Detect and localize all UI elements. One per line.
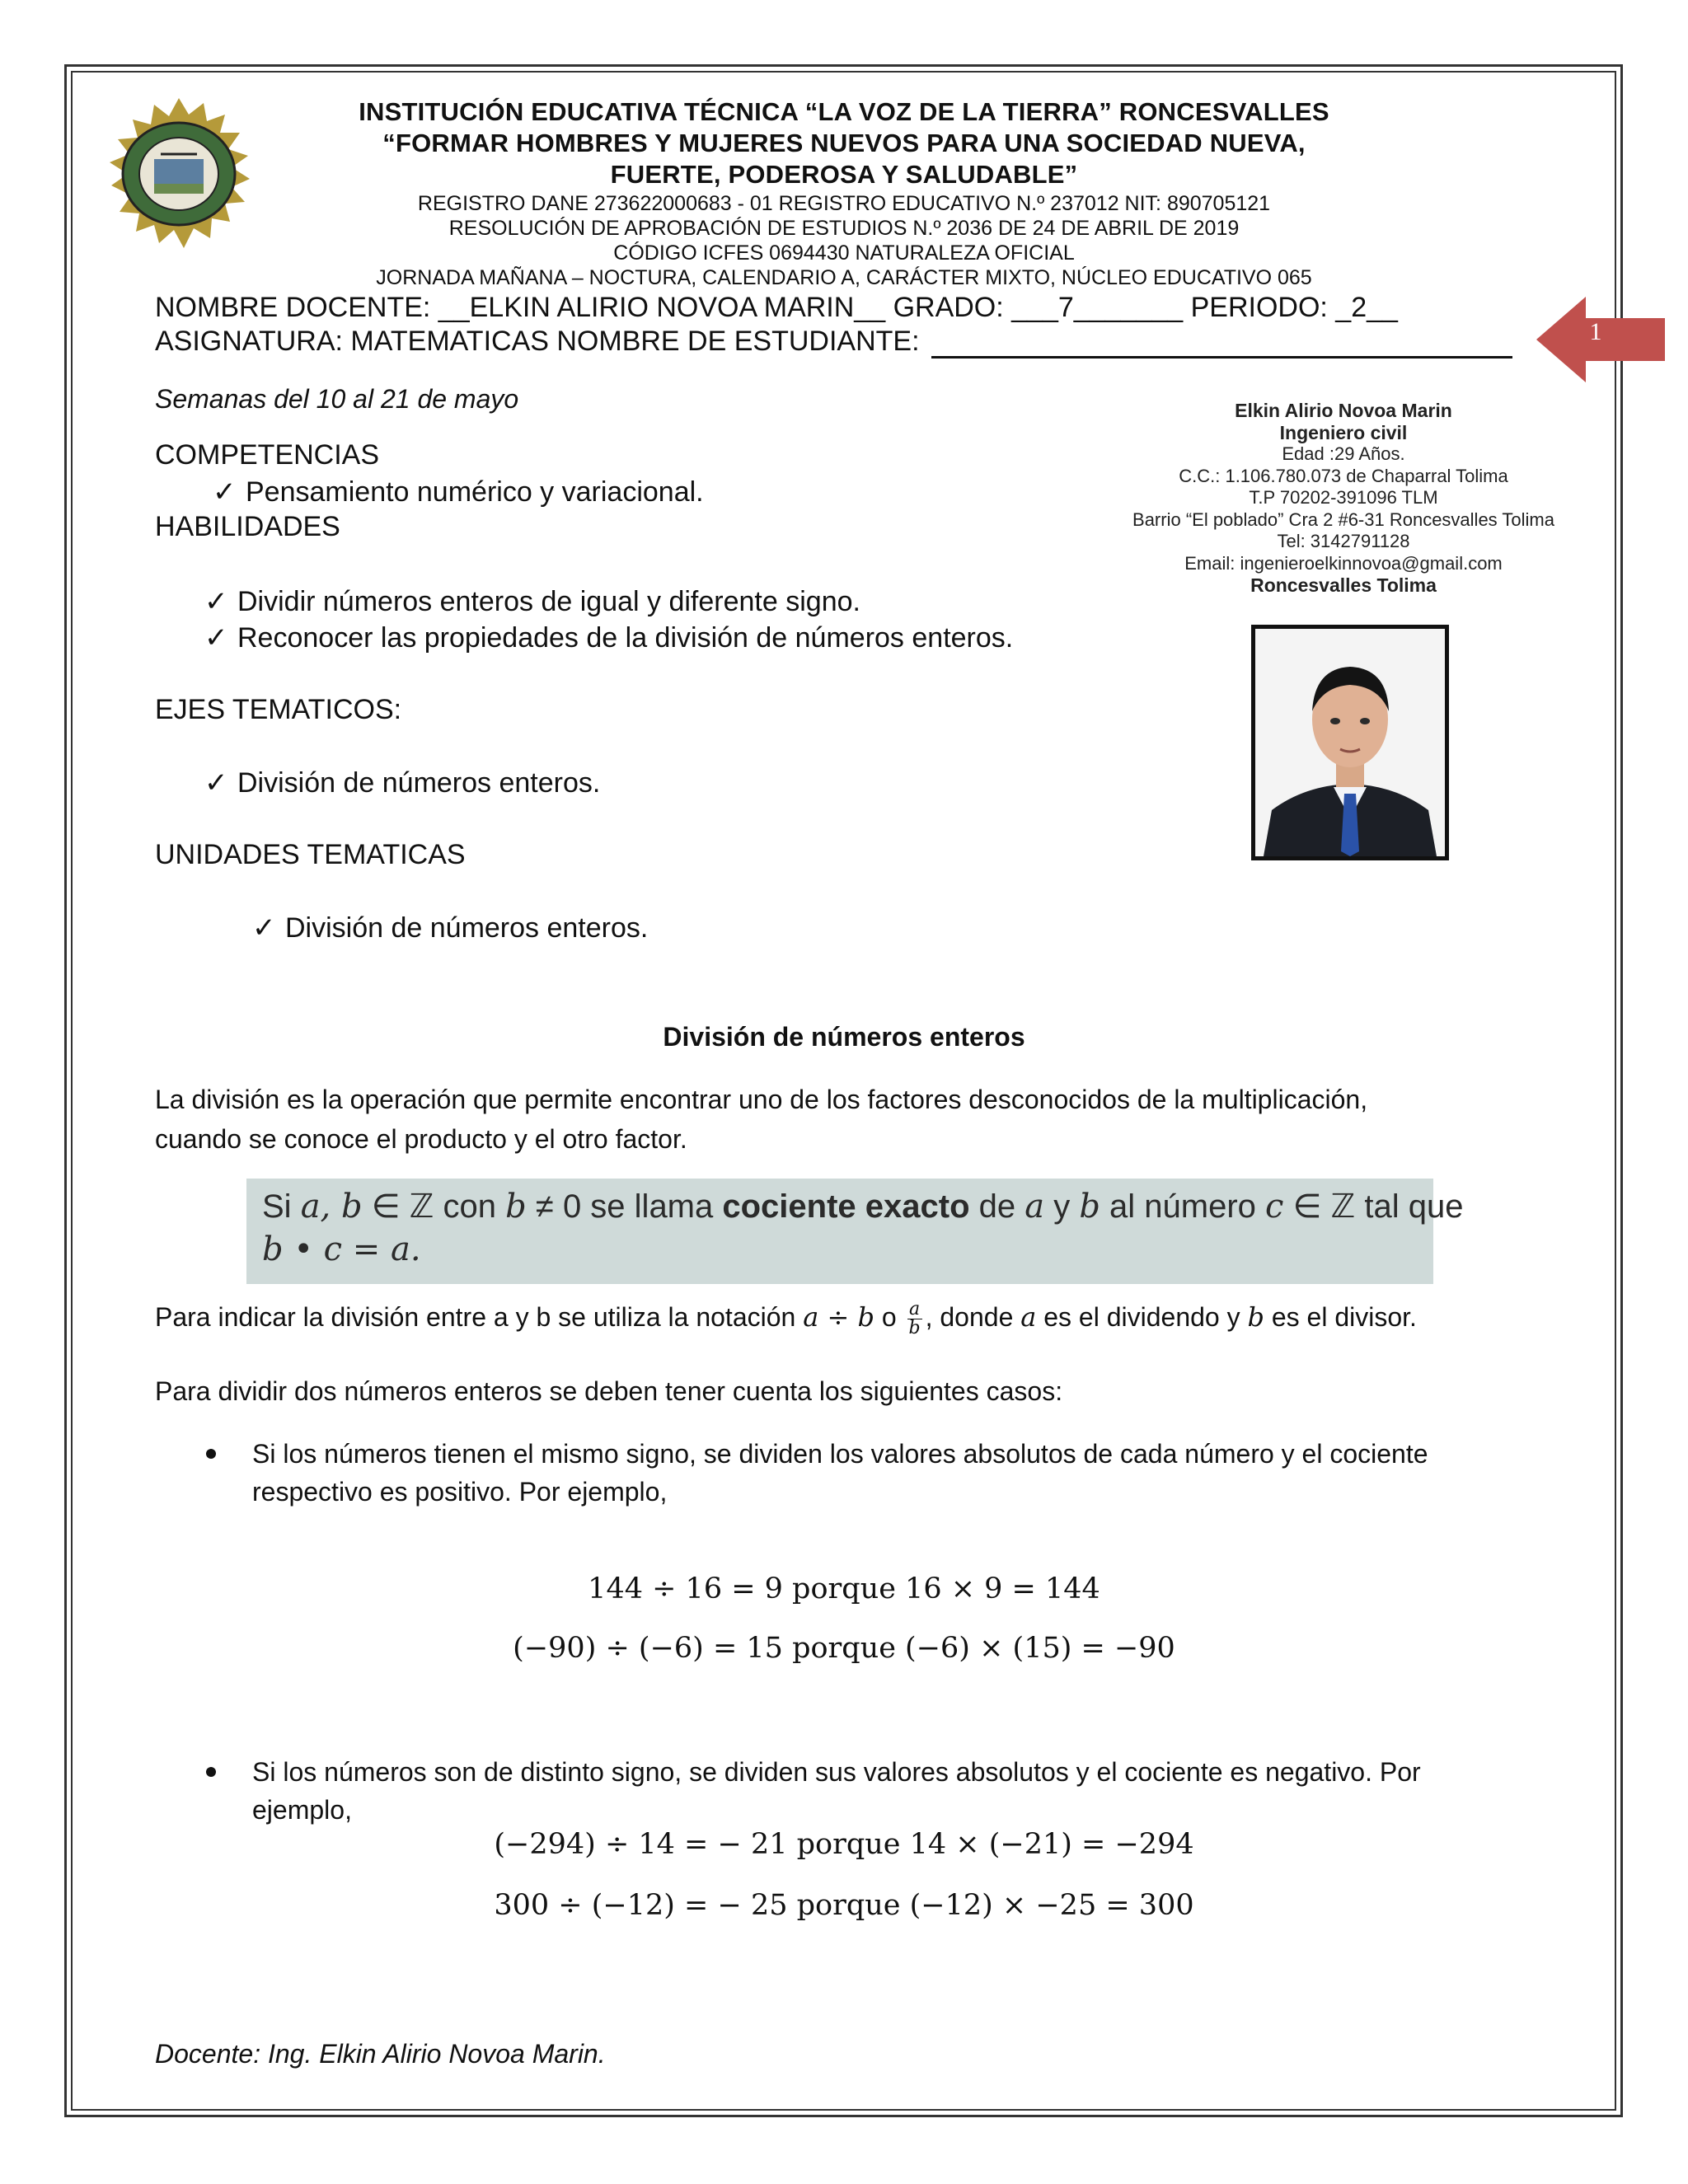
fraction-a-over-b: $\frac{a}{b}$ bbox=[908, 1299, 921, 1338]
checkmark-icon: ✓ bbox=[252, 912, 276, 944]
bullet-icon bbox=[206, 1767, 216, 1777]
schedule-line: JORNADA MAÑANA – NOCTURA, CALENDARIO A, CARÁCTER MIXTO, NÚCLEO EDUCATIVO 065 bbox=[376, 266, 1312, 289]
subject-student-label: ASIGNATURA: MATEMATICAS NOMBRE DE ESTUDIANTE: bbox=[155, 326, 920, 357]
icfes-line: CÓDIGO ICFES 0694430 NATURALEZA OFICIAL bbox=[613, 241, 1075, 265]
checkmark-icon: ✓ bbox=[204, 622, 228, 654]
section-title: División de números enteros bbox=[663, 1022, 1025, 1052]
teacher-grade-period-line: NOMBRE DOCENTE: __ELKIN ALIRIO NOVOA MARIN__ GRADO: ___7_______ PERIODO: _2__ bbox=[155, 292, 1398, 323]
cases-intro: Para dividir dos números enteros se deben tener cuenta los siguientes casos: bbox=[155, 1376, 1063, 1406]
checkmark-icon: ✓ bbox=[204, 586, 228, 617]
definition-line-2: b • c = a. bbox=[262, 1230, 421, 1268]
case1-line-2: respectivo es positivo. Por ejemplo, bbox=[252, 1477, 668, 1507]
bullet-icon bbox=[206, 1449, 216, 1459]
competencia-item: ✓ Pensamiento numérico y variacional. bbox=[213, 476, 704, 508]
case1-line-1: Si los números tienen el mismo signo, se dividen los valores absolutos de cada número y el cociente bbox=[252, 1439, 1428, 1469]
weeks-text: Semanas del 10 al 21 de mayo bbox=[155, 384, 519, 414]
unidades-title: UNIDADES TEMATICAS bbox=[155, 839, 466, 870]
profile-cc: C.C.: 1.106.780.073 de Chaparral Tolima bbox=[1179, 465, 1508, 486]
page-number: 1 bbox=[1589, 318, 1602, 345]
unidad-item: ✓ División de números enteros. bbox=[252, 912, 649, 944]
teacher-profile bbox=[1096, 400, 1591, 597]
profile-address: Barrio “El poblado” Cra 2 #6-31 Roncesvalles Tolima bbox=[1132, 509, 1554, 530]
teacher-photo bbox=[1251, 625, 1449, 860]
intro-line-1: La división es la operación que permite encontrar uno de los factores desconocidos de la multiplicación, bbox=[155, 1085, 1368, 1114]
student-name-blank[interactable] bbox=[931, 356, 1512, 359]
equation-3: (−294) ÷ 14 = − 21 porque 14 × (−21) = −294 bbox=[494, 1828, 1194, 1861]
profile-age: Edad :29 Años. bbox=[1282, 443, 1405, 464]
registry-line: REGISTRO DANE 273622000683 - 01 REGISTRO EDUCATIVO N.º 237012 NIT: 890705121 bbox=[417, 192, 1271, 215]
profile-place: Roncesvalles Tolima bbox=[1250, 574, 1437, 596]
equation-2: (−90) ÷ (−6) = 15 porque (−6) × (15) = −90 bbox=[513, 1632, 1175, 1665]
habilidad-item-2: ✓ Reconocer las propiedades de la división de números enteros. bbox=[204, 622, 1014, 654]
checkmark-icon: ✓ bbox=[213, 476, 237, 508]
checkmark-icon: ✓ bbox=[204, 767, 228, 799]
school-name: INSTITUCIÓN EDUCATIVA TÉCNICA “LA VOZ DE LA TIERRA” RONCESVALLES bbox=[359, 97, 1329, 126]
eje-item: ✓ División de números enteros. bbox=[204, 767, 601, 799]
profile-tp: T.P 70202-391096 TLM bbox=[1249, 487, 1438, 508]
resolution-line: RESOLUCIÓN DE APROBACIÓN DE ESTUDIOS N.º 2036 DE 24 DE ABRIL DE 2019 bbox=[448, 217, 1240, 240]
subject-student-line bbox=[155, 326, 920, 358]
habilidades-title: HABILIDADES bbox=[155, 511, 340, 542]
case2-line-1: Si los números son de distinto signo, se dividen sus valores absolutos y el cociente es negativo. Por bbox=[252, 1757, 1421, 1787]
ejes-title: EJES TEMATICOS: bbox=[155, 694, 402, 725]
definition-text bbox=[262, 1185, 1464, 1271]
case2-line-2: ejemplo, bbox=[252, 1795, 352, 1825]
competencias-title: COMPETENCIAS bbox=[155, 439, 380, 471]
notation-line: Para indicar la división entre a y b se utiliza la notación a ÷ b o $\frac{a}{b}$ , donde a es el dividendo y b es el divisor. bbox=[155, 1299, 1417, 1338]
definition-line-1: Si a, b ∈ ℤ con b ≠ 0 se llama cociente exacto de a y b al número c ∈ ℤ tal que bbox=[262, 1188, 1464, 1226]
footer-teacher: Docente: Ing. Elkin Alirio Novoa Marin. bbox=[155, 2039, 606, 2069]
motto-line-1: “FORMAR HOMBRES Y MUJERES NUEVOS PARA UNA SOCIEDAD NUEVA, bbox=[382, 129, 1306, 157]
motto-line-2: FUERTE, PODEROSA Y SALUDABLE” bbox=[610, 160, 1078, 189]
profile-tel: Tel: 3142791128 bbox=[1277, 531, 1410, 551]
profile-email: Email: ingenieroelkinnovoa@gmail.com bbox=[1184, 552, 1503, 574]
profile-name: Elkin Alirio Novoa Marin bbox=[1235, 400, 1452, 421]
person-portrait-icon bbox=[1255, 629, 1445, 856]
equation-4: 300 ÷ (−12) = − 25 porque (−12) × −25 = 300 bbox=[494, 1889, 1194, 1922]
habilidad-item-1: ✓ Dividir números enteros de igual y diferente signo. bbox=[204, 586, 860, 617]
profile-title: Ingeniero civil bbox=[1279, 421, 1408, 443]
equation-1: 144 ÷ 16 = 9 porque 16 × 9 = 144 bbox=[588, 1572, 1100, 1605]
intro-line-2: cuando se conoce el producto y el otro factor. bbox=[155, 1124, 687, 1154]
